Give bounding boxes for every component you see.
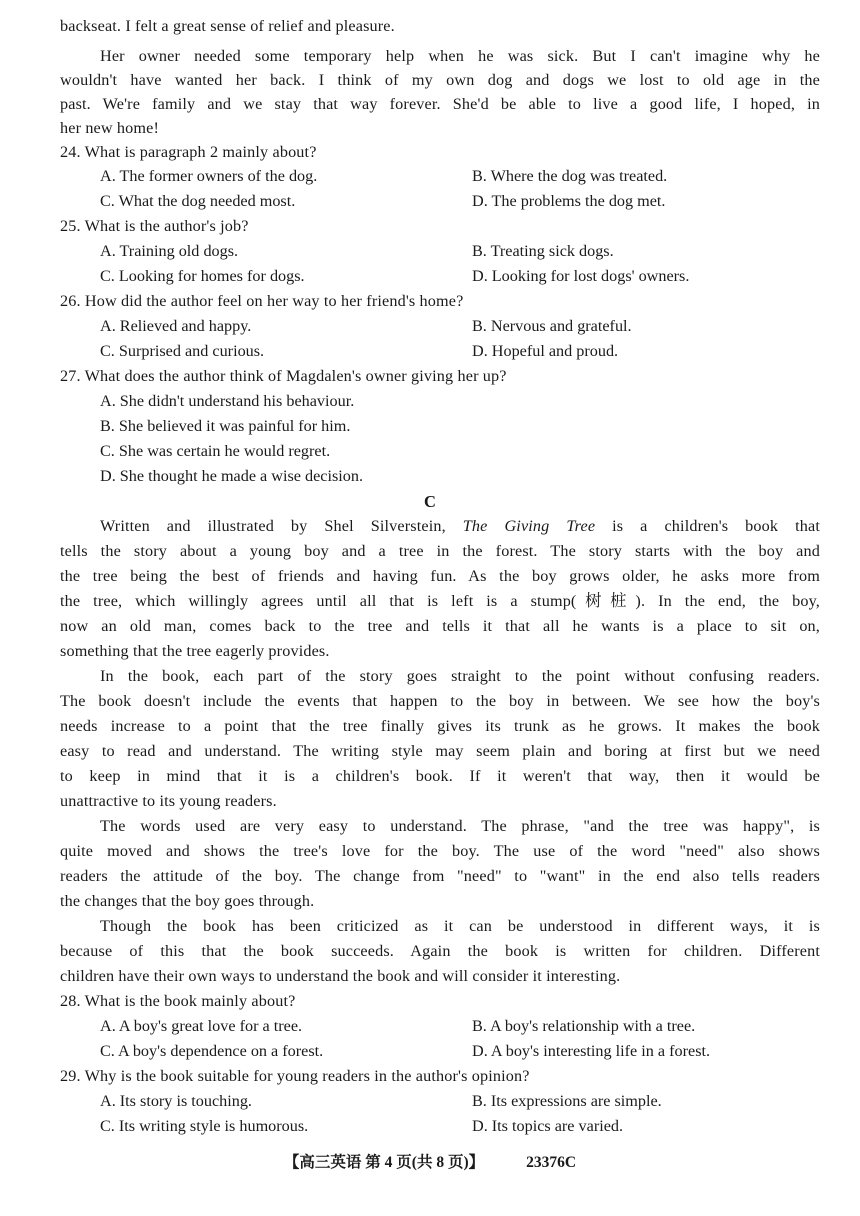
- page-number-label: 【高三英语 第 4 页(共 8 页)】: [283, 1154, 485, 1171]
- passage-line: something that the tree eagerly provides.: [60, 642, 330, 660]
- answer-option[interactable]: C. Surprised and curious.: [100, 342, 265, 360]
- answer-option[interactable]: C. She was certain he would regret.: [100, 442, 331, 460]
- answer-option[interactable]: A. The former owners of the dog.: [100, 167, 318, 185]
- answer-option[interactable]: D. She thought he made a wise decision.: [100, 467, 363, 485]
- question-stem: 25. What is the author's job?: [60, 217, 249, 235]
- exam-code: 23376C: [526, 1154, 577, 1171]
- passage-line: her new home!: [60, 119, 160, 137]
- passage-line: easy to read and understand. The writing style may seem plain and boring at first but we need: [60, 742, 820, 760]
- answer-option[interactable]: A. A boy's great love for a tree.: [100, 1017, 303, 1035]
- answer-option[interactable]: B. Its expressions are simple.: [472, 1092, 662, 1110]
- answer-option[interactable]: C. Looking for homes for dogs.: [100, 267, 305, 285]
- passage-line: [100, 514, 820, 539]
- answer-option[interactable]: B. She believed it was painful for him.: [100, 417, 351, 435]
- passage-line: needs increase to a point that the tree finally gives its trunk as he grows. It makes the book: [60, 717, 820, 735]
- answer-option[interactable]: A. She didn't understand his behaviour.: [100, 392, 355, 410]
- passage-line: unattractive to its young readers.: [60, 792, 277, 810]
- question-stem: 28. What is the book mainly about?: [60, 992, 296, 1010]
- passage-line: children have their own ways to understand the book and will consider it interesting.: [60, 967, 621, 985]
- question-stem: 26. How did the author feel on her way to her friend's home?: [60, 292, 464, 310]
- passage-text: is a children's book that: [595, 517, 820, 535]
- answer-option[interactable]: D. A boy's interesting life in a forest.: [472, 1042, 711, 1060]
- passage-line: tells the story about a young boy and a tree in the forest. The story starts with the boy and: [60, 542, 820, 560]
- passage-line: past. We're family and we stay that way forever. She'd be able to live a good life, I hoped, in: [60, 95, 820, 113]
- book-title: The Giving Tree: [462, 517, 596, 535]
- passage-line: because of this that the book succeeds. Again the book is written for children. Different: [60, 942, 820, 960]
- answer-option[interactable]: A. Its story is touching.: [100, 1092, 252, 1110]
- passage-text: Written and illustrated by Shel Silverstein,: [100, 517, 463, 535]
- question-stem: 24. What is paragraph 2 mainly about?: [60, 143, 317, 161]
- section-heading: C: [424, 492, 436, 511]
- passage-line: wouldn't have wanted her back. I think of my own dog and dogs we lost to old age in the: [60, 71, 820, 89]
- answer-option[interactable]: B. Where the dog was treated.: [472, 167, 668, 185]
- passage-line: the tree, which willingly agrees until all that is left is a stump(树桩). In the end, the boy,: [60, 592, 820, 610]
- passage-line: readers the attitude of the boy. The change from "need" to "want" in the end also tells readers: [60, 867, 820, 885]
- answer-option[interactable]: B. Nervous and grateful.: [472, 317, 632, 335]
- passage-line: the tree being the best of friends and having fun. As the boy grows older, he asks more from: [60, 567, 820, 585]
- passage-line: to keep in mind that it is a children's book. If it weren't that way, then it would be: [60, 767, 820, 785]
- answer-option[interactable]: A. Relieved and happy.: [100, 317, 252, 335]
- answer-option[interactable]: D. Its topics are varied.: [472, 1117, 624, 1135]
- answer-option[interactable]: C. A boy's dependence on a forest.: [100, 1042, 324, 1060]
- answer-option[interactable]: B. Treating sick dogs.: [472, 242, 614, 260]
- answer-option[interactable]: A. Training old dogs.: [100, 242, 239, 260]
- passage-line: The book doesn't include the events that happen to the boy in between. We see how the boy's: [60, 692, 820, 710]
- passage-line: Her owner needed some temporary help when he was sick. But I can't imagine why he: [100, 47, 820, 65]
- answer-option[interactable]: D. The problems the dog met.: [472, 192, 666, 210]
- passage-line: Though the book has been criticized as it can be understood in different ways, it is: [100, 917, 820, 935]
- answer-option[interactable]: D. Hopeful and proud.: [472, 342, 619, 360]
- passage-line: quite moved and shows the tree's love for the boy. The use of the word "need" also shows: [60, 842, 820, 860]
- answer-option[interactable]: B. A boy's relationship with a tree.: [472, 1017, 696, 1035]
- passage-line: backseat. I felt a great sense of relief and pleasure.: [60, 17, 395, 35]
- answer-option[interactable]: D. Looking for lost dogs' owners.: [472, 267, 690, 285]
- question-stem: 27. What does the author think of Magdalen's owner giving her up?: [60, 367, 507, 385]
- answer-option[interactable]: C. Its writing style is humorous.: [100, 1117, 309, 1135]
- passage-line: In the book, each part of the story goes straight to the point without confusing readers.: [100, 667, 820, 685]
- passage-line: the changes that the boy goes through.: [60, 892, 315, 910]
- question-stem: 29. Why is the book suitable for young readers in the author's opinion?: [60, 1067, 530, 1085]
- passage-line: The words used are very easy to understand. The phrase, "and the tree was happy", is: [100, 817, 820, 835]
- answer-option[interactable]: C. What the dog needed most.: [100, 192, 296, 210]
- page-footer: [0, 1150, 860, 1175]
- passage-line: now an old man, comes back to the tree and tells it that all he wants is a place to sit on,: [60, 617, 820, 635]
